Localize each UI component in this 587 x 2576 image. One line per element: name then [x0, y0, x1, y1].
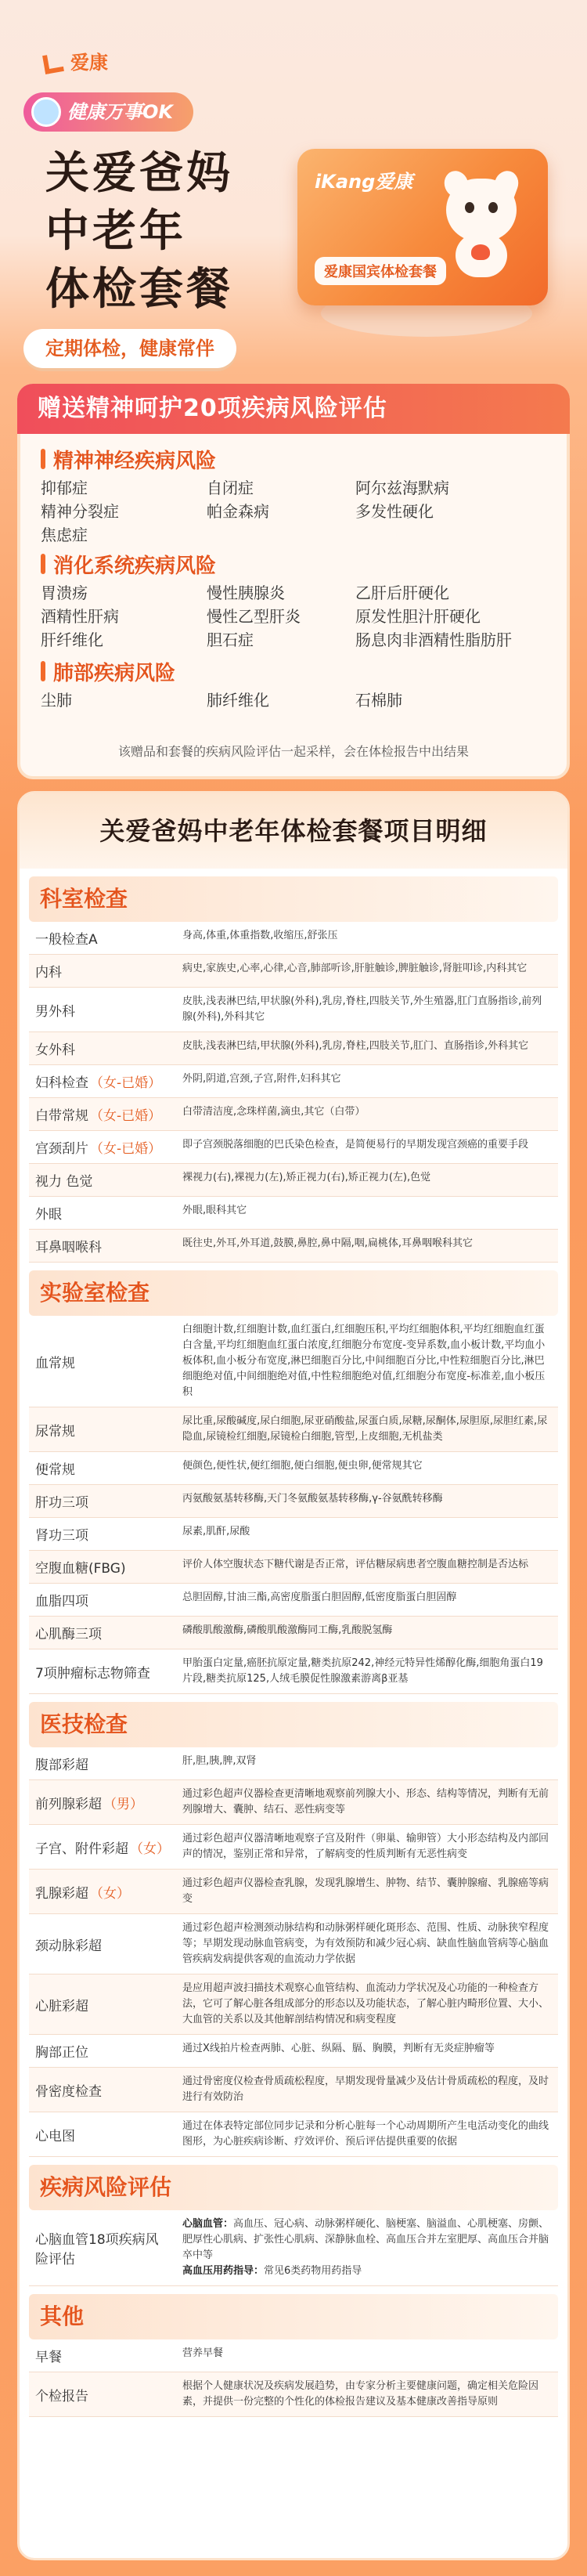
- table-row: [29, 2112, 558, 2157]
- item-name: 血脂四项: [35, 1594, 88, 1610]
- table-row: [29, 1584, 558, 1617]
- category-items: [41, 690, 528, 710]
- group-title: 其他: [29, 2294, 558, 2339]
- table-row: [29, 2035, 558, 2068]
- assessment-note: 该赠品和套餐的疾病风险评估一起采样，会在体检报告中出结果: [117, 744, 469, 759]
- item-name: 妇科检查 （女-已婚）: [29, 1065, 178, 1097]
- hero-title-line: 体检套餐: [45, 264, 233, 315]
- disease-item: 多发性硬化: [355, 502, 434, 521]
- disease-item: 精神分裂症: [41, 502, 119, 521]
- disease-item: 肠息肉非酒精性脂肪肝: [355, 630, 512, 649]
- disease-item: 石棉肺: [355, 691, 402, 710]
- item-name: 视力 色觉: [35, 1174, 93, 1190]
- item-name: 乳腺彩超 （女）: [29, 1870, 178, 1913]
- disease-item: 肺纤维化: [207, 691, 269, 710]
- item-name: 肾功三项: [35, 1528, 88, 1544]
- item-description: 根据个人健康状况及疾病发展趋势，由专家分析主要健康问题，确定相关危险因素，并提供一份完整的个性化的体检报告建议及基本健康改善指导原则: [182, 2380, 539, 2408]
- item-name: 前列腺彩超 （男）: [29, 1780, 178, 1824]
- item-description: 外阴,阴道,宫颈,子宫,附件,妇科其它: [182, 1073, 341, 1085]
- item-description: 即子宫颈脱落细胞的巴氏染色检查，是简便易行的早期发现宫颈癌的重要手段: [182, 1139, 529, 1151]
- disease-item: 慢性胰腺炎: [207, 583, 285, 602]
- category-neuro: [41, 445, 528, 545]
- disease-item: 乙肝后肝硬化: [355, 583, 449, 602]
- item-name: 女外科: [35, 1042, 75, 1058]
- item-description: 白细胞计数,红细胞计数,血红蛋白,红细胞压积,平均红细胞体积,平均红细胞血红蛋白含量,平均红细胞血红蛋白浓度,红细胞分布宽度-变异系数,血小板计数,平均血小板体积,血小板分布宽度,淋巴细胞百分比,中间细胞百分比,中性粒细胞百分比,淋巴细胞绝对值,中间细胞绝对值,中性粒细胞绝对值,红细胞分布宽度-标准差,血小板压积: [182, 1324, 546, 1398]
- disease-item: 胆石症: [207, 630, 254, 649]
- slogan-badge: [23, 92, 193, 132]
- item-name: 心电图: [35, 2128, 75, 2144]
- package-card: [297, 149, 548, 305]
- table-row: [29, 1131, 558, 1164]
- item-description: 通过彩色超声仪器检查乳腺，发现乳腺增生、肿物、结节、囊肿腺瘤、乳腺癌等病变: [182, 1877, 549, 1905]
- hero-title-line: 中老年: [45, 206, 186, 257]
- item-name: 早餐: [35, 2350, 62, 2365]
- table-row: [29, 1485, 558, 1518]
- gender-tag: （女-已婚）: [90, 1075, 162, 1091]
- table-row: [29, 1747, 558, 1780]
- hero-subtitle: 定期体检，健康常伴: [23, 329, 236, 368]
- item-name: 血常规: [35, 1355, 75, 1371]
- group-title: 医技检查: [29, 1702, 558, 1747]
- ikang-logo-icon: [41, 49, 64, 73]
- item-name: 肝功三项: [35, 1495, 88, 1511]
- item-description: 肝,胆,胰,脾,双肾: [182, 1755, 257, 1767]
- item-description: 皮肤,浅表淋巴结,甲状腺(外科),乳房,脊柱,四肢关节,肛门、直肠指诊,外科其它: [182, 1040, 529, 1052]
- gender-tag: （女）: [130, 1841, 170, 1857]
- item-name: 白带常规 （女-已婚）: [29, 1098, 178, 1130]
- risk-assessment-header: [17, 384, 570, 434]
- item-name: 耳鼻咽喉科: [35, 1240, 102, 1255]
- item-description: 白带清洁度,念珠样菌,滴虫,其它（白带）: [182, 1106, 366, 1118]
- hero-title-line: 关爱爸妈: [45, 148, 233, 199]
- disease-item: 阿尔兹海默病: [355, 479, 449, 497]
- table-row: [29, 1197, 558, 1230]
- brand: [41, 47, 108, 74]
- detail-group: [29, 2294, 558, 2417]
- category-title: 消化系统疾病风险: [41, 550, 528, 578]
- table-row: [29, 1065, 558, 1098]
- item-name: 腹部彩超: [35, 1758, 88, 1773]
- item-description: 身高,体重,体重指数,收缩压,舒张压: [182, 930, 338, 941]
- item-name: 7项肿瘤标志物筛查: [35, 1665, 150, 1682]
- table-row: [29, 1914, 558, 1974]
- disease-item: 焦虑症: [41, 526, 88, 544]
- gender-tag: （女-已婚）: [90, 1108, 162, 1124]
- disease-item: 原发性胆汁肝硬化: [355, 607, 481, 626]
- detail-group: [29, 1702, 558, 2157]
- table-row: [29, 2339, 558, 2372]
- item-description: 既往史,外耳,外耳道,鼓膜,鼻腔,鼻中隔,咽,扁桃体,耳鼻咽喉科其它: [182, 1237, 474, 1249]
- table-row: [29, 1164, 558, 1197]
- item-name: 心脑血管18项疾病风险评估: [35, 2232, 159, 2267]
- category-lung: [41, 657, 528, 710]
- table-row: [29, 1551, 558, 1584]
- risk-assessment-panel: [17, 384, 570, 779]
- item-description: 是应用超声波扫描技术观察心血管结构、血流动力学状况及心功能的一种检查方法，它可了解心脏各组成部分的形态以及功能状态，了解心脏内畸形位置、大小、大血管的关系以及其他解剖结构情况和病变程度: [182, 1982, 549, 2025]
- disease-item: 尘肺: [41, 691, 72, 710]
- brand-name: 爱康: [70, 52, 108, 74]
- package-detail-panel: [17, 791, 570, 2560]
- table-row: [29, 955, 558, 988]
- disease-item: 胃溃疡: [41, 583, 88, 602]
- disease-item: 酒精性肝病: [41, 607, 119, 626]
- table-row: [29, 1316, 558, 1407]
- table-row: [29, 1452, 558, 1485]
- category-title: 精神神经疾病风险: [41, 445, 528, 473]
- disease-item: 帕金森病: [207, 502, 269, 521]
- item-description: 总胆固醇,甘油三酯,高密度脂蛋白胆固醇,低密度脂蛋白胆固醇: [182, 1591, 457, 1603]
- category-items: [41, 478, 528, 545]
- category-title: 肺部疾病风险: [41, 657, 528, 685]
- card-label: 爱康国宾体检套餐: [315, 257, 446, 285]
- item-name: 胸部正位: [35, 2045, 88, 2061]
- table-row: [29, 1825, 558, 1870]
- item-name: 内科: [35, 965, 62, 981]
- item-description: 尿素,肌酐,尿酸: [182, 1526, 250, 1537]
- gender-tag: （女-已婚）: [90, 1141, 162, 1157]
- category-digestive: [41, 550, 528, 650]
- item-description: 丙氨酸氨基转移酶,天门冬氨酸氨基转移酶,γ-谷氨酰转移酶: [182, 1493, 443, 1505]
- item-description: 通过彩色超声仪器清晰地观察子宫及附件（卵巢、输卵管）大小形态结构及内部回声的情况，鉴别正常和异常，了解病变的性质判断有无恶性病变: [182, 1833, 549, 1860]
- item-description: 裸视力(右),裸视力(左),矫正视力(右),矫正视力(左),色觉: [182, 1172, 431, 1183]
- group-title: 疾病风险评估: [29, 2165, 558, 2210]
- disease-item: 抑郁症: [41, 479, 88, 497]
- item-name: 宫颈刮片 （女-已婚）: [29, 1131, 178, 1163]
- item-description: 便颜色,便性状,便红细胞,便白细胞,便虫卵,便常规其它: [182, 1460, 423, 1472]
- table-row: [29, 1974, 558, 2035]
- item-description: 尿比重,尿酸碱度,尿白细胞,尿亚硝酸盐,尿蛋白质,尿糖,尿酮体,尿胆原,尿胆红素,尿隐血,尿镜检红细胞,尿镜检白细胞,管型,上皮细胞,无机盐类: [182, 1415, 548, 1443]
- item-name: 骨密度检查: [35, 2083, 102, 2100]
- table-row: [29, 2068, 558, 2112]
- item-name: 个检报告: [35, 2388, 88, 2404]
- table-row: [29, 2372, 558, 2417]
- detail-group: [29, 876, 558, 1263]
- detail-title: 关爱爸妈中老年体检套餐项目明细: [20, 793, 567, 869]
- table-row: [29, 1518, 558, 1551]
- table-row: [29, 922, 558, 955]
- gender-tag: （男）: [103, 1796, 143, 1812]
- item-description: 评价人体空腹状态下糖代谢是否正常，评估糖尿病患者空腹血糖控制是否达标: [182, 1559, 529, 1570]
- item-description: 病史,家族史,心率,心律,心音,肺部听诊,肝脏触诊,脾脏触诊,肾脏叩诊,内科其它: [182, 963, 528, 974]
- table-row: [29, 1780, 558, 1825]
- table-row: [29, 1407, 558, 1452]
- item-description: 通过骨密度仪检查骨质疏松程度，早期发现骨量减少及估计骨质疏松的程度，及时进行有效防治: [182, 2076, 549, 2103]
- disease-item: 肝纤维化: [41, 630, 103, 649]
- detail-groups: [20, 876, 567, 2417]
- item-description: 通过彩色超声检测颈动脉结构和动脉粥样硬化斑形态、范围、性质、动脉狭窄程度等；早期发现动脉血管病变，为有效预防和减少冠心病、缺血性脑血管病等心脑血管疾病发病提供客观的血流动力学依据: [182, 1922, 549, 1965]
- item-description: 外眼,眼科其它: [182, 1205, 247, 1216]
- table-row: [29, 988, 558, 1032]
- item-name: 一般检查A: [35, 932, 98, 948]
- item-description: 心脑血管：高血压、冠心病、动脉粥样硬化、脑梗塞、脑溢血、心肌梗塞、房颤、肥厚性心肌病、扩张性心肌病、深静脉血栓、高血压合并左室肥厚、高血压合并脑卒中等 高血压用药指导：常见6类药物用药指导: [182, 2218, 549, 2277]
- item-description: 通过X线拍片检查两肺、心脏、纵隔、膈、胸膜，判断有无炎症肿瘤等: [182, 2043, 495, 2054]
- item-name: 子宫、附件彩超 （女）: [29, 1825, 178, 1869]
- group-title: 实验室检查: [29, 1270, 558, 1316]
- item-description: 皮肤,浅表淋巴结,甲状腺(外科),乳房,脊柱,四肢关节,外生殖器,肛门直肠指诊,前列腺(外科),外科其它: [182, 995, 542, 1023]
- item-name: 外眼: [35, 1207, 62, 1223]
- item-name: 心肌酶三项: [35, 1627, 102, 1642]
- hero-title: [45, 145, 233, 319]
- gender-tag: （女）: [90, 1885, 130, 1902]
- item-name: 空腹血糖(FBG): [35, 1561, 126, 1577]
- hero-banner: [0, 0, 587, 376]
- mascot-icon: [438, 179, 532, 273]
- table-row: [29, 1230, 558, 1263]
- detail-group: [29, 2165, 558, 2286]
- disease-item: 慢性乙型肝炎: [207, 607, 301, 626]
- table-row: [29, 1870, 558, 1914]
- item-name: 尿常规: [35, 1423, 75, 1440]
- table-row: [29, 1649, 558, 1694]
- item-description: 营养早餐: [182, 2347, 224, 2359]
- package-card-illustration: [290, 149, 556, 325]
- card-logo: iKang爱康: [315, 171, 413, 193]
- smile-icon: [31, 97, 61, 127]
- item-name: 颈动脉彩超: [35, 1938, 102, 1954]
- detail-group: [29, 1270, 558, 1694]
- item-name: 男外科: [35, 1003, 75, 1020]
- item-description: 甲胎蛋白定量,癌胚抗原定量,糖类抗原242,神经元特异性烯醇化酶,细胞角蛋白19片段,糖类抗原125,人绒毛膜促性腺激素游离β亚基: [182, 1657, 543, 1685]
- slogan-text: 健康万事OK: [67, 101, 173, 123]
- category-items: [41, 583, 528, 650]
- disease-item: 自闭症: [207, 479, 254, 497]
- risk-assessment-title: 赠送精神呵护20项疾病风险评估: [38, 395, 387, 422]
- table-row: [29, 2210, 558, 2286]
- item-name: 便常规: [35, 1462, 75, 1478]
- item-description: 通过彩色超声仪器检查更清晰地观察前列腺大小、形态、结构等情况，判断有无前列腺增大、囊肿、结石、恶性病变等: [182, 1788, 549, 1815]
- item-name: 心脏彩超: [35, 1998, 88, 2014]
- item-description: 磷酸肌酸激酶,磷酸肌酸激酶同工酶,乳酸脱氢酶: [182, 1624, 393, 1636]
- table-row: [29, 1098, 558, 1131]
- table-row: [29, 1617, 558, 1649]
- item-description: 通过在体表特定部位同步记录和分析心脏每一个心动周期所产生电活动变化的曲线图形，为心脏疾病诊断、疗效评价、预后评估提供重要的依据: [182, 2120, 549, 2148]
- table-row: [29, 1032, 558, 1065]
- group-title: 科室检查: [29, 876, 558, 922]
